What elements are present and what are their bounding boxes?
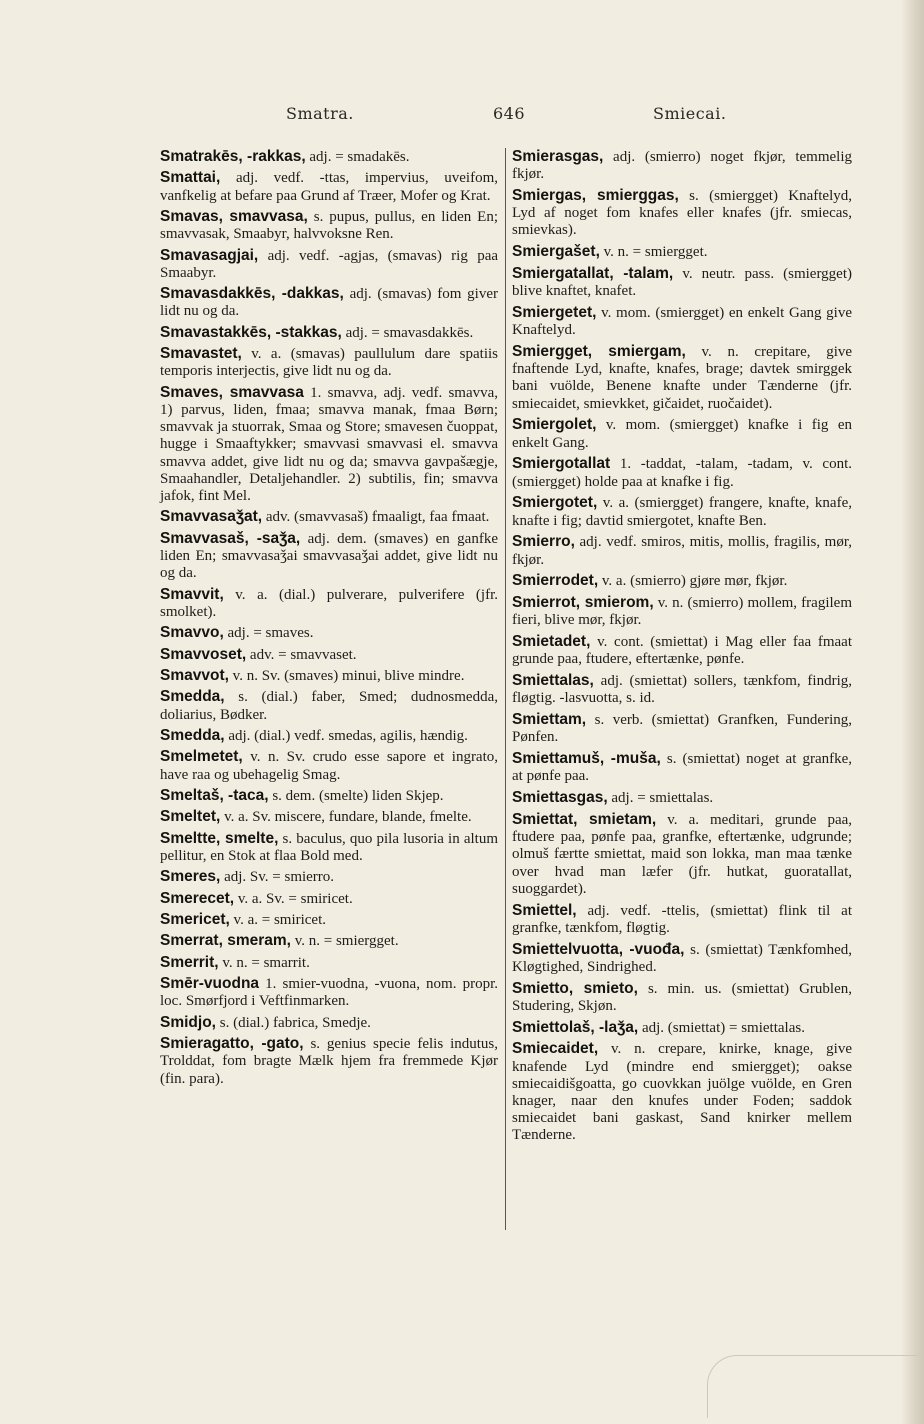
entry-headword: Smavasagjai, <box>160 246 259 264</box>
dictionary-entry <box>160 830 498 865</box>
entry-definition: v. a. (smavas) paullulum dare spatiis temporis interjectis, give lidt nu og da. <box>160 346 498 380</box>
entry-definition: adj. (smierro) noget fkjør, temmelig fkjør. <box>512 149 853 183</box>
entry-definition: v. a. Sv. = smiricet. <box>237 890 353 907</box>
entry-headword: Smelmetet, <box>160 748 243 766</box>
entry-definition: adv. = smavvaset. <box>249 646 357 663</box>
dictionary-entry <box>160 748 498 783</box>
dictionary-entry <box>160 384 498 505</box>
entry-headword: Smiettalas, <box>512 672 594 690</box>
dictionary-entry <box>512 594 852 629</box>
entry-definition: s. pupus, pullus, en liden En; smavvasak, Smaabyr, halvvoksne Ren. <box>160 208 498 243</box>
dictionary-entry <box>160 787 498 805</box>
dictionary-entry <box>160 868 498 886</box>
dictionary-entry <box>512 343 852 413</box>
entry-definition: adj. vedf. -ttas, impervius, uveifom, vanfkelig at befare paa Grund af Træer, Mofer og Krat. <box>160 170 498 204</box>
entry-headword: Smavas, smavvasa, <box>160 207 308 225</box>
entry-definition: adj. (smavas) fom giver lidt nu og da. <box>160 286 499 320</box>
left-column <box>160 148 498 1091</box>
dictionary-entry <box>512 148 852 183</box>
entry-headword: Smiettelvuotta, -vuođa, <box>512 940 685 958</box>
dictionary-entry <box>512 750 852 785</box>
dictionary-entry <box>512 789 852 807</box>
header-right-guideword: Smiecai. <box>653 104 727 123</box>
entry-definition: s. baculus, quo pila lusoria in altum pellitur, en Stok at flaa Bold med. <box>160 830 498 864</box>
entry-definition: s. (smiettat) noget at granfke, at pønfe paa. <box>512 751 853 785</box>
entry-definition: s. dem. (smelte) liden Skjep. <box>272 787 444 804</box>
entry-definition: v. n. Sv. crudo esse sapore et ingrato, have raa og ubehagelig Smag. <box>160 749 499 783</box>
entry-headword: Smiergas, smierggas, <box>512 187 679 204</box>
dictionary-entry <box>512 572 852 590</box>
dictionary-entry <box>160 954 498 972</box>
entry-definition: s. (smiettat) Tænkfomhed, Kløgtighed, Sindrighed. <box>512 941 852 975</box>
entry-definition: v. neutr. pass. (smiergget) blive knaftet, knafet. <box>512 266 853 300</box>
entry-definition: s. (dial.) faber, Smed; dudnosmedda, doliarius, Bødker. <box>160 689 498 723</box>
dictionary-entry <box>512 711 852 746</box>
dictionary-entry <box>160 688 498 723</box>
entry-definition: adv. (smavvasaš) fmaaligt, faa fmaat. <box>265 509 490 526</box>
entry-definition: v. mom. (smiergget) en enkelt Gang give Knaftelyd. <box>512 305 853 339</box>
entry-definition: v. n. Sv. (smaves) minui, blive mindre. <box>232 667 465 684</box>
entry-definition: adj. = smiettalas. <box>611 790 714 807</box>
entry-definition: adj. vedf. -ttelis, (smiettat) flink til at granfke, tænkfom, fløgtig. <box>512 902 853 936</box>
entry-headword: Smavvot, <box>160 666 229 684</box>
dictionary-entry <box>512 304 852 339</box>
entry-headword: Smiecaidet, <box>512 1040 599 1058</box>
entry-definition: s. (smiergget) Knaftelyd, Lyd af noget fom knafes eller knafes (jfr. smiecas, smievkas). <box>512 188 852 239</box>
entry-definition: adj. Sv. = smierro. <box>224 869 335 886</box>
entry-definition: s. verb. (smiettat) Granfken, Fundering, Pønfen. <box>512 712 852 746</box>
dictionary-entry <box>512 633 852 668</box>
entry-headword: Smeres, <box>160 868 221 886</box>
entry-headword: Smieragatto, -gato, <box>160 1035 304 1053</box>
dictionary-entry <box>512 902 852 937</box>
right-column <box>512 148 852 1148</box>
entry-definition: adj. (dial.) vedf. smedas, agilis, hændig. <box>228 727 468 744</box>
dictionary-entry <box>512 1019 852 1037</box>
entry-headword: Smiettasgas, <box>512 789 608 807</box>
entry-headword: Smeltet, <box>160 808 221 826</box>
entry-headword: Smavvoset, <box>160 645 247 663</box>
entry-headword: Smiettel, <box>512 901 577 919</box>
entry-definition: s. min. us. (smiettat) Grublen, Studering, Skjøn. <box>512 980 852 1014</box>
page-number: 646 <box>493 104 526 123</box>
dictionary-entry <box>160 508 498 526</box>
entry-definition: v. n. crepare, knirke, knage, give knafende Lyd (mindre end smiergget); oakse smiecaidišgoatta, go cuovkkan juölge vuölde, en Gren knager, naar den knufes under Foden; saddok smiecaidet bani gaskast, Sand knirker mellem Tænderne. <box>512 1041 853 1144</box>
entry-headword: Smavvit, <box>160 585 224 603</box>
entry-headword: Smaves, smavvasa <box>160 383 304 401</box>
dictionary-entry <box>512 672 852 707</box>
entry-definition: v. a. (smiergget) frangere, knafte, knafe, knafte i fig; davtid smiergotet, knafte Ben. <box>512 495 852 529</box>
entry-headword: Smiettolaš, -laǯa, <box>512 1018 639 1036</box>
dictionary-entry <box>512 243 852 261</box>
entry-definition: s. genius specie felis indutus, Trolddat, fom bragte Mælk hjem fra fremmede Kjør (fin. para). <box>160 1036 498 1087</box>
entry-headword: Smierasgas, <box>512 148 604 165</box>
dictionary-entry <box>160 808 498 826</box>
dictionary-entry <box>512 187 852 240</box>
entry-definition: adj. = smaves. <box>227 625 314 642</box>
dictionary-entry <box>512 533 852 568</box>
entry-definition: adj. = smavasdakkēs. <box>345 324 474 341</box>
dictionary-entry <box>512 494 852 529</box>
entry-definition: 1. smier-vuodna, -vuona, nom. propr. loc. Smørfjord i Veftfinmarken. <box>160 976 498 1010</box>
entry-definition: v. a. (smierro) gjøre mør, fkjør. <box>601 573 788 590</box>
entry-definition: adj. (smiettat) = smiettalas. <box>641 1019 805 1036</box>
entry-headword: Smeltte, smelte, <box>160 829 279 847</box>
entry-headword: Smavastakkēs, -stakkas, <box>160 323 342 341</box>
dictionary-entry <box>160 667 498 685</box>
dictionary-entry <box>160 247 498 282</box>
entry-headword: Smiergašet, <box>512 243 600 261</box>
entry-definition: s. (dial.) fabrica, Smedje. <box>219 1014 371 1031</box>
entry-headword: Smiergetet, <box>512 304 597 321</box>
entry-headword: Smavvasaǯat, <box>160 508 263 526</box>
dictionary-entry <box>160 975 498 1010</box>
entry-definition: 1. -taddat, -talam, -tadam, v. cont. (smiergget) holde paa at knafke i fig. <box>512 456 852 490</box>
dictionary-entry <box>512 941 852 976</box>
entry-definition: adj. vedf. smiros, mitis, mollis, fragilis, mør, fkjør. <box>512 534 852 568</box>
entry-definition: v. a. = smiricet. <box>233 912 327 929</box>
library-stamp-outline <box>707 1355 918 1418</box>
page-edge <box>902 0 924 1424</box>
entry-definition: adj. dem. (smaves) en ganfke liden En; smavvasaǯai smavvasaǯai addet, give lidt nu og da. <box>160 530 498 582</box>
entry-definition: v. n. = smiergget. <box>603 244 708 261</box>
entry-headword: Smietto, smieto, <box>512 979 638 997</box>
dictionary-entry <box>160 208 498 243</box>
dictionary-entry <box>160 646 498 664</box>
entry-headword: Smiettamuš, -muša, <box>512 750 661 768</box>
dictionary-entry <box>160 324 498 342</box>
entry-definition: v. a. Sv. miscere, fundare, blande, fmelte. <box>224 809 472 826</box>
entry-definition: v. mom. (smiergget) knafke i fig en enkelt Gang. <box>512 417 852 451</box>
entry-headword: Smidjo, <box>160 1013 216 1031</box>
dictionary-entry <box>160 530 498 583</box>
entry-headword: Smiergatallat, -talam, <box>512 265 674 282</box>
entry-definition: 1. smavva, adj. vedf. smavva, 1) parvus, liden, fmaa; smavva manak, fmaa Børn; smavvak ja stuorrak, Smaa og Store; smavesen čuoppat, hugge i Smaaftykker; smavvasi smavvasi el. smavva smavva addet, give lidt nu og da; smavva gavpašægje, Smaahandler, Detaljehandler. 2) subtilis, fin; smavva jafok, fint Mel. <box>160 384 499 504</box>
entry-headword: Smerecet, <box>160 889 235 907</box>
entry-headword: Smerrit, <box>160 953 219 971</box>
entry-headword: Smavvo, <box>160 624 224 642</box>
dictionary-entry <box>160 624 498 642</box>
dictionary-entry <box>160 586 498 621</box>
entry-definition: v. n. = smiergget. <box>294 933 399 950</box>
entry-definition: adj. = smadakēs. <box>309 149 410 165</box>
dictionary-entry <box>160 911 498 929</box>
entry-headword: Smiergotet, <box>512 494 598 512</box>
entry-definition: adj. (smiettat) sollers, tænkfom, findrig, fløgtig. -lasvuotta, s. id. <box>512 673 853 707</box>
dictionary-entry <box>512 811 852 898</box>
entry-headword: Smierrodet, <box>512 572 599 590</box>
entry-headword: Smēr-vuodna <box>160 975 260 993</box>
entry-definition: v. n. crepitare, give fnaftende Lyd, knafte, knafes, brage; davtek smirggek bani vuölde, Benene knafte under Tænderne (jfr. smiecaidet, smievkket, gičaidet, ruočaidet). <box>512 344 853 412</box>
dictionary-entry <box>160 727 498 745</box>
entry-headword: Smavasdakkēs, -dakkas, <box>160 285 344 303</box>
entry-headword: Smierrot, smierom, <box>512 594 654 612</box>
entry-headword: Smattai, <box>160 169 221 187</box>
header-left-guideword: Smatra. <box>286 104 354 123</box>
entry-headword: Smiergget, smiergam, <box>512 343 686 360</box>
dictionary-entry <box>160 932 498 950</box>
dictionary-entry <box>512 980 852 1015</box>
dictionary-entry <box>512 1040 852 1144</box>
entry-headword: Smierro, <box>512 533 575 551</box>
dictionary-entry <box>160 890 498 908</box>
running-header <box>0 104 924 134</box>
entry-headword: Smiettam, <box>512 711 587 729</box>
column-divider <box>505 148 506 1230</box>
entry-headword: Smiettat, smietam, <box>512 811 657 828</box>
dictionary-entry <box>160 285 498 320</box>
entry-definition: adj. vedf. -agjas, (smavas) rig paa Smaabyr. <box>160 247 499 281</box>
dictionary-entry <box>160 1014 498 1032</box>
entry-definition: v. a. meditari, grunde paa, ftudere paa, pønfe paa, granfke, eftertænke, udgrunde; olmuš færtte smiettat, maid son lokka, man maa tænke over hvad man læfer (jfr. hutkat, guoratallat, suoggardet). <box>512 812 853 897</box>
entry-headword: Smiergotallat <box>512 455 611 473</box>
entry-headword: Smeltaš, -taca, <box>160 786 269 804</box>
entry-headword: Smiergolet, <box>512 416 597 434</box>
dictionary-entry <box>512 416 852 451</box>
entry-definition: v. n. = smarrit. <box>222 954 310 971</box>
entry-headword: Smericet, <box>160 911 230 929</box>
entry-headword: Smedda, <box>160 688 225 706</box>
entry-headword: Smatrakēs, -rakkas, <box>160 148 306 165</box>
entry-headword: Smedda, <box>160 726 225 744</box>
entry-definition: v. cont. (smiettat) i Mag eller faa fmaat grunde paa, ftudere, eftertænke, pønfe. <box>512 634 852 668</box>
dictionary-entry <box>512 265 852 300</box>
entry-headword: Smietadet, <box>512 633 591 651</box>
entry-definition: v. a. (dial.) pulverare, pulverifere (jfr. smolket). <box>160 586 498 620</box>
entry-headword: Smavvasaš, -saǯa, <box>160 529 301 547</box>
entry-headword: Smavastet, <box>160 345 242 363</box>
dictionary-entry <box>512 455 852 490</box>
entry-headword: Smerrat, smeram, <box>160 932 291 950</box>
dictionary-entry <box>160 169 498 204</box>
dictionary-entry <box>160 1035 498 1088</box>
dictionary-entry <box>160 148 498 166</box>
dictionary-entry <box>160 345 498 380</box>
entry-definition: v. n. (smierro) mollem, fragilem fieri, blive mør, fkjør. <box>512 595 852 629</box>
